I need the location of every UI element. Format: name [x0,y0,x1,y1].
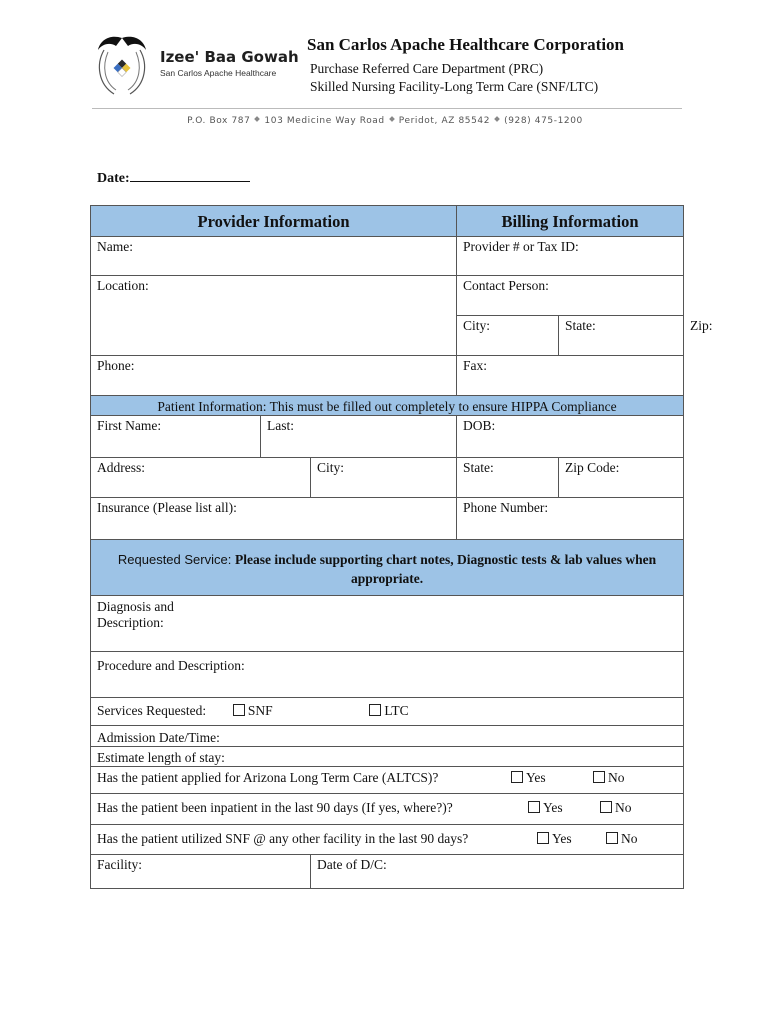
header-divider [92,108,682,109]
patient-phone-field[interactable]: Phone Number: [457,498,684,540]
inpatient-no-checkbox[interactable] [600,800,632,816]
patient-address-field[interactable]: Address: [91,458,311,498]
provider-phone-field[interactable]: Phone: [91,356,457,396]
date-field[interactable] [97,167,250,187]
requested-service-prefix: Requested Service: [117,551,235,567]
date-label: Date: [97,171,130,186]
inpatient-question: Has the patient been inpatient in the last 90 days (If yes, where?)? [97,800,453,815]
separator-icon [255,116,261,122]
checkbox-icon[interactable] [369,704,381,716]
altcs-yes-checkbox[interactable] [511,770,546,786]
admission-date-field[interactable]: Admission Date/Time: [91,726,684,747]
snf-label: SNF [247,703,273,718]
billing-info-heading: Billing Information [457,206,684,237]
requested-service-heading [91,540,684,596]
address-line [0,116,770,126]
facility-field[interactable]: Facility: [91,855,311,889]
logo-subtitle: San Carlos Apache Healthcare [160,68,277,78]
snf-question: Has the patient utilized SNF @ any other facility in the last 90 days? [97,831,469,846]
patient-info-heading: Patient Information: This must be filled out completely to ensure HIPPA Compliance [91,396,684,416]
logo [92,30,152,100]
insurance-field[interactable]: Insurance (Please list all): [91,498,457,540]
snf-yes-checkbox[interactable] [537,831,572,847]
services-requested-label: Services Requested: [97,703,207,718]
diagnosis-field[interactable]: Diagnosis and Description: [91,596,684,652]
procedure-field[interactable]: Procedure and Description: [91,652,684,698]
address-city: Peridot, AZ 85542 [398,116,491,126]
patient-last-name-field[interactable]: Last: [261,416,457,458]
yes-label: Yes [526,770,546,785]
no-label: No [615,800,632,815]
inpatient-question-row [91,794,684,825]
logo-emblem-icon [92,30,152,100]
patient-state-field[interactable]: State: [457,458,559,498]
date-of-dc-field[interactable]: Date of D/C: [311,855,684,889]
department-name: Purchase Referred Care Department (PRC) [310,61,544,76]
requested-service-note: Please include supporting chart notes, Diagnostic tests & lab values when appropriate. [234,551,657,586]
checkbox-icon[interactable] [537,832,549,844]
provider-info-heading: Provider Information [91,206,457,237]
ltc-checkbox[interactable] [369,703,408,718]
altcs-question-row [91,767,684,794]
provider-name-field[interactable]: Name: [91,237,457,276]
inpatient-yes-checkbox[interactable] [528,800,563,816]
logo-name: Izee' Baa Gowah [160,48,299,66]
separator-icon [389,116,395,122]
patient-zip-field[interactable]: Zip Code: [559,458,684,498]
yes-label: Yes [552,831,572,846]
address-po-box: P.O. Box 787 [187,116,251,126]
checkbox-icon[interactable] [593,771,605,783]
referral-form: Provider Information Billing Information Name: Provider # or Tax ID: Location: Contact Person: City: State: Zip: Phone: Fax: Patient Information: This must be filled out completely to ensure HIPPA Compliance First Name: Last: DOB: Address: City: State: Zip Code: Insurance (Please list all): Phone Number: Requested Service: Please include supporting chart notes, Diagnostic tests & lab values when appropriate. Diagnosis and Description: Procedure and Description: Services Requested: SNF LTC Admission Date/Time: Estimate length of stay: Has the patient applied for Arizona Long Term Care (ALTCS)? Yes No Has the patient been inpatient in the last 90 days (If yes, where?)? Yes No Has the patient utilized SNF @ any other facility in the last 90 days? Yes No Facility: Date of D/C: [90,205,684,889]
provider-id-field[interactable]: Provider # or Tax ID: [457,237,684,276]
checkbox-icon[interactable] [600,801,612,813]
checkbox-icon[interactable] [528,801,540,813]
organization-name: San Carlos Apache Healthcare Corporation [307,35,625,54]
checkbox-icon[interactable] [606,832,618,844]
altcs-no-checkbox[interactable] [593,770,625,786]
billing-state-field[interactable]: State: [559,316,684,356]
patient-first-name-field[interactable]: First Name: [91,416,261,458]
address-phone: (928) 475-1200 [504,116,583,126]
checkbox-icon[interactable] [233,704,245,716]
contact-person-field[interactable]: Contact Person: [457,276,684,316]
checkbox-icon[interactable] [511,771,523,783]
date-line[interactable] [130,167,250,182]
services-requested-row [91,698,684,726]
provider-location-field[interactable]: Location: [91,276,457,356]
billing-city-field[interactable]: City: [457,316,559,356]
patient-dob-field[interactable]: DOB: [457,416,684,458]
yes-label: Yes [543,800,563,815]
no-label: No [608,770,625,785]
ltc-label: LTC [384,703,409,718]
form-type: Skilled Nursing Facility-Long Term Care (SNF/LTC) [310,79,599,94]
estimate-stay-field[interactable]: Estimate length of stay: [91,747,684,767]
separator-icon [494,116,500,122]
address-street: 103 Medicine Way Road [264,116,385,126]
snf-question-row [91,825,684,855]
billing-fax-field[interactable]: Fax: [457,356,684,396]
patient-city-field[interactable]: City: [311,458,457,498]
no-label: No [621,831,638,846]
altcs-question: Has the patient applied for Arizona Long Term Care (ALTCS)? [97,770,439,785]
snf-checkbox[interactable] [233,703,273,718]
snf-no-checkbox[interactable] [606,831,638,847]
